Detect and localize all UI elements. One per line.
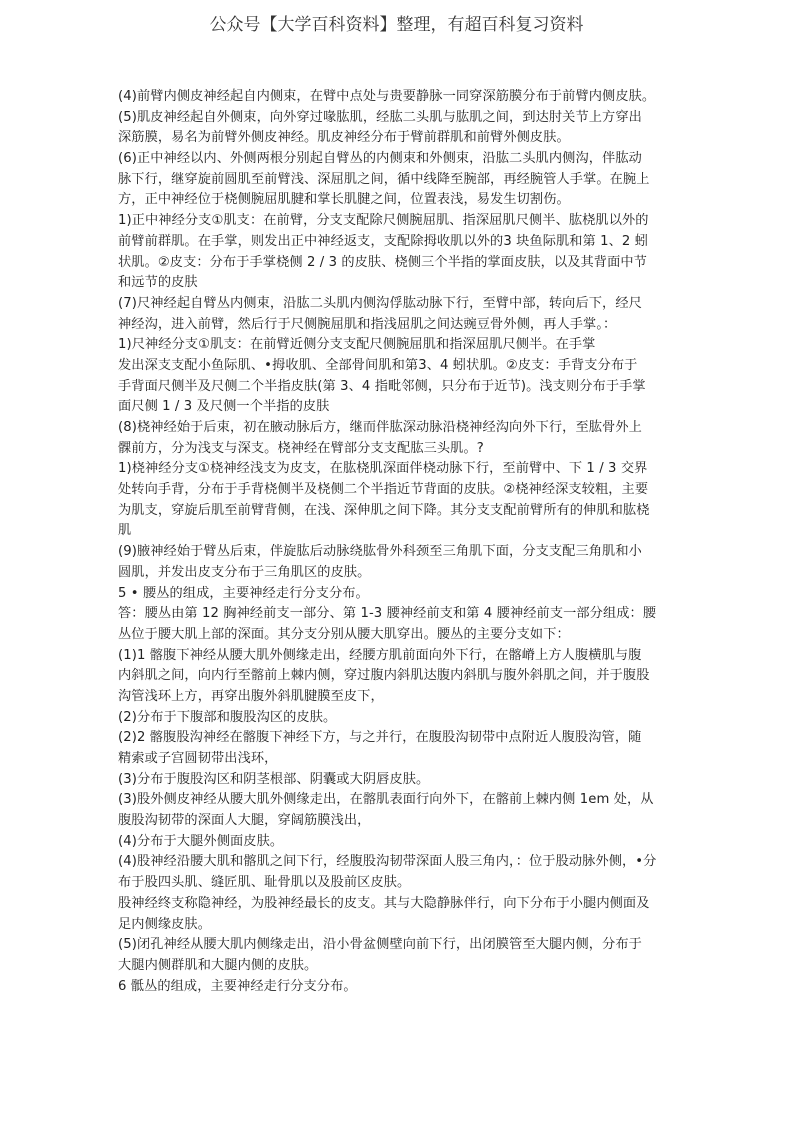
text-line: (2)分布于下腹部和腹股沟区的皮肤。 [118,709,337,725]
text-line: 沟管浅环上方，再穿出腹外斜肌腱膜至皮下， [118,688,384,704]
text-line: 足内侧缘皮肤。 [118,916,212,932]
text-line: 5 • 腰丛的组成，主要神经走行分支分布。 [118,585,369,601]
text-line: (4)前臂内侧皮神经起自内侧束，在臂中点处与贵要静脉一同穿深筋膜分布于前臂内侧皮肤。 [118,89,656,104]
text-line: 神经沟，进入前臂，然后行于尺侧腕屈肌和指浅屈肌之间达豌豆骨外侧，再人手掌。： [118,316,617,332]
page-header: 公众号【大学百科资料】整理，有超百科复习资料 [209,15,584,35]
text-line: 方，正中神经位于桡侧腕屈肌腱和掌长肌腱之间，位置表浅，易发生切割伤。 [118,192,570,208]
text-line: 布于股四头肌、缝匠肌、耻骨肌以及股前区皮肤。 [118,875,411,891]
text-line: 腹股沟韧带的深面人大腿，穿阔筋膜浅出， [118,813,371,829]
text-line: (3)股外侧皮神经从腰大肌外侧缘走出，在髂肌表面行向外下，在髂前上棘内侧 1em 处，从 [118,792,654,808]
text-line: 脉下行，继穿旋前圆肌至前臂浅、深屈肌之间，循中线降至腕部，再经腕管人手掌。在腕上 [118,171,650,187]
text-line: 答：腰丛由第 12 胸神经前支一部分、第 1-3 腰神经前支和第 4 腰神经前支一部分组成：腰 [118,606,657,622]
text-line: 肌 [118,523,132,539]
text-line: (4)股神经沿腰大肌和髂肌之间下行，经腹股沟韧带深面人股三角内，：位于股动脉外侧，•分 [118,854,657,870]
text-line: (4)分布于大腿外侧面皮肤。 [118,833,284,849]
text-line: (6)正中神经以内、外侧两根分别起自臂丛的内侧束和外侧束，沿肱二头肌内侧沟，伴肱动 [118,151,642,167]
text-line: 面尺侧 1 / 3 及尺侧一个半指的皮肤 [118,399,330,415]
text-line: 精索或子宫圆韧带出浅环， [118,751,278,766]
text-line: (2)2 髂腹股沟神经在髂腹下神经下方，与之并行，在腹股沟韧带中点附近人腹股沟管，随 [118,730,642,746]
text-line: 丛位于腰大肌上部的深面。其分支分别从腰大肌穿出。腰丛的主要分支如下： [118,626,570,642]
text-line: 手背面尺侧半及尺侧二个半指皮肤(第 3、4 指毗邻侧，只分布于近节)。浅支则分布于手掌 [118,378,646,394]
text-line: 发出深支支配小鱼际肌、•拇收肌、全部骨间肌和第3、4 蚓状肌。②皮支：手背支分布于 [118,357,638,373]
text-line: 股神经终支称隐神经，为股神经最长的皮支。其与大隐静脉伴行，向下分布于小腿内侧面及 [118,895,650,911]
text-line: 处转向手背，分布于手背桡侧半及桡侧二个半指近节背面的皮肤。②桡神经深支较粗，主要 [118,482,649,498]
text-line: 前臂前群肌。在手掌，则发出正中神经返支，支配除拇收肌以外的3 块鱼际肌和第 1、2 蚓 [118,233,648,249]
text-line: 1)正中神经分支①肌支：在前臂，分支支配除尺侧腕屈肌、指深屈肌尺侧半、肱桡肌以外的 [118,213,649,229]
text-line: 圆肌，并发出皮支分布于三角肌区的皮肤。 [118,564,371,580]
text-line: (9)腋神经始于臂丛后束，伴旋肱后动脉绕肱骨外科颈至三角肌下面，分支支配三角肌和小 [118,544,642,560]
text-line: 1)尺神经分支①肌支：在前臂近侧分支支配尺侧腕屈肌和指深屈肌尺侧半。在手掌 [118,337,596,353]
text-line: (3)分布于腹股沟区和阴茎根部、阴囊或大阴唇皮肤。 [118,771,430,787]
text-line: 深筋膜，易名为前臂外侧皮神经。肌皮神经分布于臂前群肌和前臂外侧皮肤。 [118,130,570,146]
text-line: 1)桡神经分支①桡神经浅支为皮支，在肱桡肌深面伴桡动脉下行，至前臂中、下 1 / 3 交界 [118,461,648,477]
text-line: 大腿内侧群肌和大腿内侧的皮肤。 [118,957,318,973]
text-line: 6 骶丛的组成，主要神经走行分支分布。 [118,978,357,994]
text-line: (1)1 髂腹下神经从腰大肌外侧缘走出，经腰方肌前面向外下行，在髂嵴上方人腹横肌与腹 [118,647,642,663]
text-line: (7)尺神经起自臂丛内侧束，沿肱二头肌内侧沟俘肱动脉下行，至臂中部，转向后下，经尺 [118,295,642,311]
text-line: 髁前方，分为浅支与深支。桡神经在臂部分支支配肱三头肌。? [118,440,484,456]
text-line: 和远节的皮肤 [118,275,198,291]
text-line: 为肌支，穿旋后肌至前臂背侧，在浅、深伸肌之间下降。其分支支配前臂所有的伸肌和肱桡 [118,502,650,518]
text-line: 状肌。②皮支：分布于手掌桡侧 2 / 3 的皮肤、桡侧三个半指的掌面皮肤，以及其背面中节 [118,254,647,270]
text-line: (5)肌皮神经起自外侧束，向外穿过喙肱肌，经肱二头肌与肱肌之间，到达肘关节上方穿出 [118,109,642,125]
text-line: (5)闭孔神经从腰大肌内侧缘走出，沿小骨盆侧壁向前下行，出闭膜管至大腿内侧，分布于 [118,937,642,953]
text-line: 内斜肌之间，向内行至髂前上棘内侧，穿过腹内斜肌达腹内斜肌与腹外斜肌之间，并于腹股 [118,668,650,684]
document-body [118,87,678,997]
text-line: (8)桡神经始于后束，初在腋动脉后方，继而伴肱深动脉沿桡神经沟向外下行，至肱骨外上 [118,420,642,435]
